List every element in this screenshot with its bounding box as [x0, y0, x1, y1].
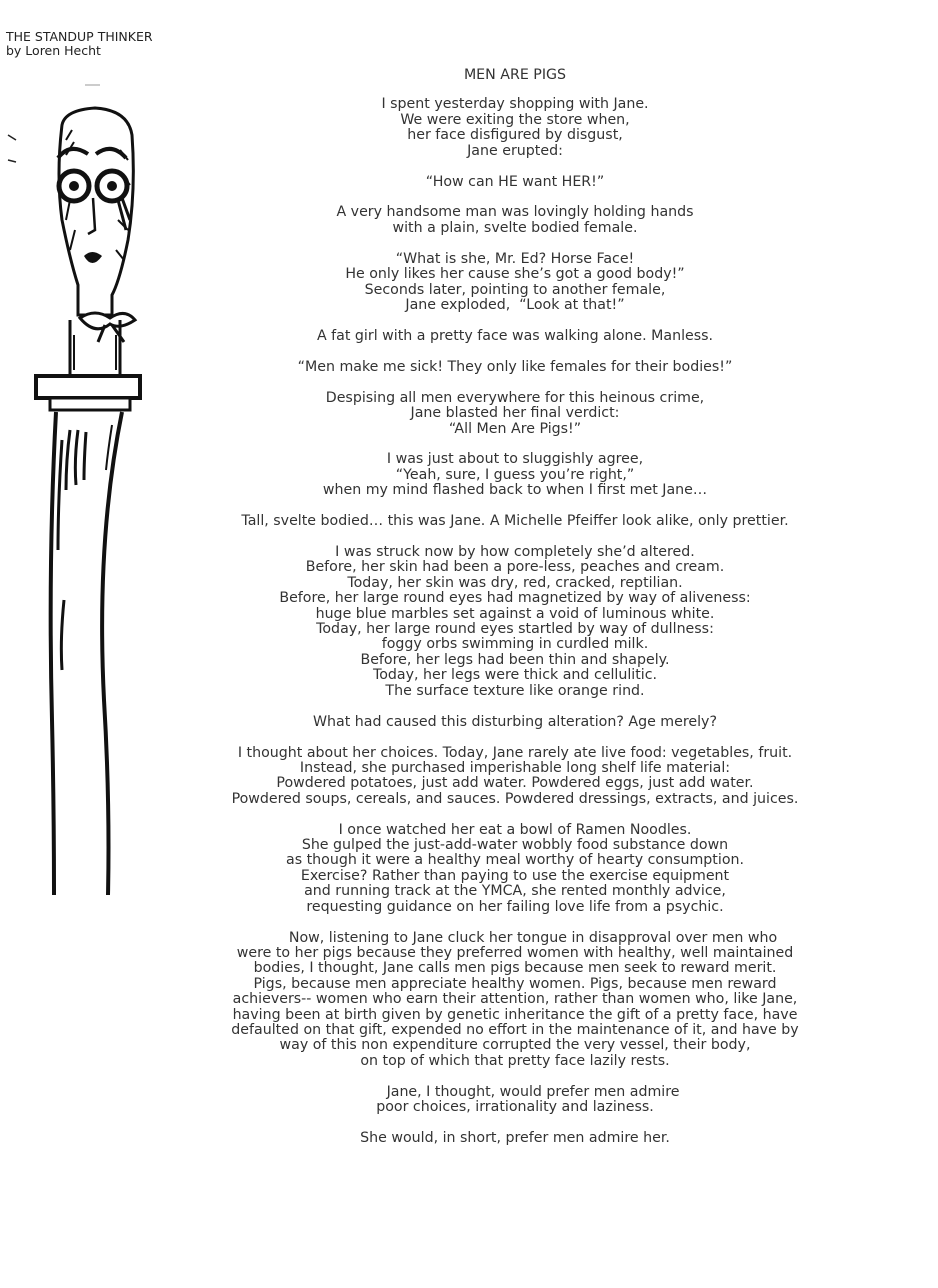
poem-line: on top of which that pretty face lazily rests.	[360, 1052, 670, 1069]
poem-line: were to her pigs because they preferred women with healthy, well maintained	[236, 944, 794, 961]
poem-line: huge blue marbles set against a void of luminous white.	[315, 605, 715, 622]
poem-line: Powdered potatoes, just add water. Powdered eggs, just add water.	[276, 775, 754, 792]
poem-line: when my mind flashed back to when I first met Jane…	[322, 482, 708, 499]
poem-line: way of this non expenditure corrupted the very vessel, their body,	[279, 1037, 751, 1054]
poem-line: I was just about to sluggishly agree,	[386, 451, 644, 468]
poem-line: Before, her legs had been thin and shapely.	[360, 651, 670, 668]
poem-title: MEN ARE PIGS	[463, 67, 567, 83]
poem-stanza	[210, 252, 820, 314]
poem-line: He only likes her cause she’s got a good body!”	[345, 266, 685, 283]
poem-line: foggy orbs swimming in curdled milk.	[381, 636, 649, 653]
figure-on-column-illustration	[0, 80, 145, 900]
poem-line: “Men make me sick! They only like females for their bodies!”	[297, 358, 733, 375]
poem-line: Powdered soups, cereals, and sauces. Powdered dressings, extracts, and juices.	[231, 790, 799, 807]
poem-line: Today, her skin was dry, red, cracked, reptilian.	[347, 574, 683, 591]
poem-line: her face disfigured by disgust,	[407, 127, 623, 144]
poem-line: The surface texture like orange rind.	[385, 682, 645, 699]
poem-line: She gulped the just-add-water wobbly food substance down	[301, 837, 729, 854]
poem-stanza	[210, 175, 820, 190]
header-title: THE STANDUP THINKER	[6, 29, 153, 44]
poem-line: “Yeah, sure, I guess you’re right,”	[395, 466, 635, 483]
poem-line: Jane, I thought, would prefer men admire	[350, 1083, 680, 1100]
poem-line: Pigs, because men appreciate healthy women. Pigs, because men reward	[253, 975, 777, 992]
poem-line: I spent yesterday shopping with Jane.	[381, 96, 649, 113]
poem-line: We were exiting the store when,	[400, 111, 630, 128]
poem-line: A very handsome man was lovingly holding hands	[336, 204, 694, 221]
poem-line: Jane erupted:	[467, 142, 563, 159]
poem-stanza	[210, 823, 820, 915]
poem-line: defaulted on that gift, expended no effort in the maintenance of it, and have by	[231, 1022, 799, 1038]
poem-stanza	[210, 205, 820, 236]
poem-line: Jane exploded, “Look at that!”	[405, 296, 625, 313]
poem-line: Before, her large round eyes had magnetized by way of aliveness:	[279, 590, 751, 607]
poem-stanza	[210, 1131, 820, 1146]
poem-stanza	[210, 746, 820, 808]
poem-stanza	[210, 452, 820, 498]
poem-stanza	[210, 514, 820, 529]
poem-line: requesting guidance on her failing love life from a psychic.	[306, 898, 724, 915]
poem-line: She would, in short, prefer men admire her.	[360, 1130, 670, 1147]
poem-body	[210, 97, 820, 1146]
poem-line: A fat girl with a pretty face was walking alone. Manless.	[316, 327, 714, 344]
poem-line: “What is she, Mr. Ed? Horse Face!	[395, 250, 635, 267]
poem-line: Seconds later, pointing to another female,	[364, 281, 666, 298]
poem-line: Today, her legs were thick and cellulitic.	[372, 667, 658, 684]
poem-line: Exercise? Rather than paying to use the exercise equipment	[300, 867, 730, 884]
poem-line: I was struck now by how completely she’d altered.	[335, 544, 695, 561]
poem-line: having been at birth given by genetic inheritance the gift of a pretty face, have	[232, 1006, 798, 1023]
poem-line: and running track at the YMCA, she rented monthly advice,	[304, 883, 726, 900]
poem-line: I once watched her eat a bowl of Ramen Noodles.	[338, 821, 692, 838]
poem-line: as though it were a healthy meal worthy of hearty consumption.	[286, 852, 744, 869]
poem-line: Tall, svelte bodied… this was Jane. A Michelle Pfeiffer look alike, only prettier.	[241, 513, 789, 530]
header-byline: by Loren Hecht	[6, 43, 101, 58]
poem-stanza	[210, 329, 820, 344]
poem-line: bodies, I thought, Jane calls men pigs because men seek to reward merit.	[253, 960, 777, 977]
poem-line: Jane blasted her final verdict:	[410, 405, 620, 422]
poem-stanza	[210, 391, 820, 437]
poem-stanza	[210, 931, 820, 1070]
poem-line: with a plain, svelte bodied female.	[392, 219, 638, 236]
poem-stanza	[210, 545, 820, 699]
poem	[210, 68, 820, 1162]
poem-stanza	[210, 715, 820, 730]
poem-stanza	[210, 97, 820, 159]
poem-line: Despising all men everywhere for this heinous crime,	[325, 389, 705, 406]
poem-line: achievers-- women who earn their attention, rather than women who, like Jane,	[232, 991, 798, 1008]
poem-line: “All Men Are Pigs!”	[448, 420, 582, 437]
poem-line: Instead, she purchased imperishable long shelf life material:	[299, 759, 731, 776]
poem-line: Now, listening to Jane cluck her tongue in disapproval over men who	[252, 929, 778, 946]
poem-line: Today, her large round eyes startled by way of dullness:	[316, 621, 714, 638]
poem-line: poor choices, irrationality and laziness.	[376, 1099, 654, 1116]
poem-stanza	[210, 1085, 820, 1116]
poem-line: What had caused this disturbing alteration? Age merely?	[313, 713, 717, 730]
page-header	[6, 30, 153, 58]
poem-line: “How can HE want HER!”	[425, 173, 605, 190]
poem-stanza	[210, 360, 820, 375]
poem-line: I thought about her choices. Today, Jane rarely ate live food: vegetables, fruit.	[237, 744, 793, 761]
poem-line: Before, her skin had been a pore-less, peaches and cream.	[305, 559, 725, 576]
